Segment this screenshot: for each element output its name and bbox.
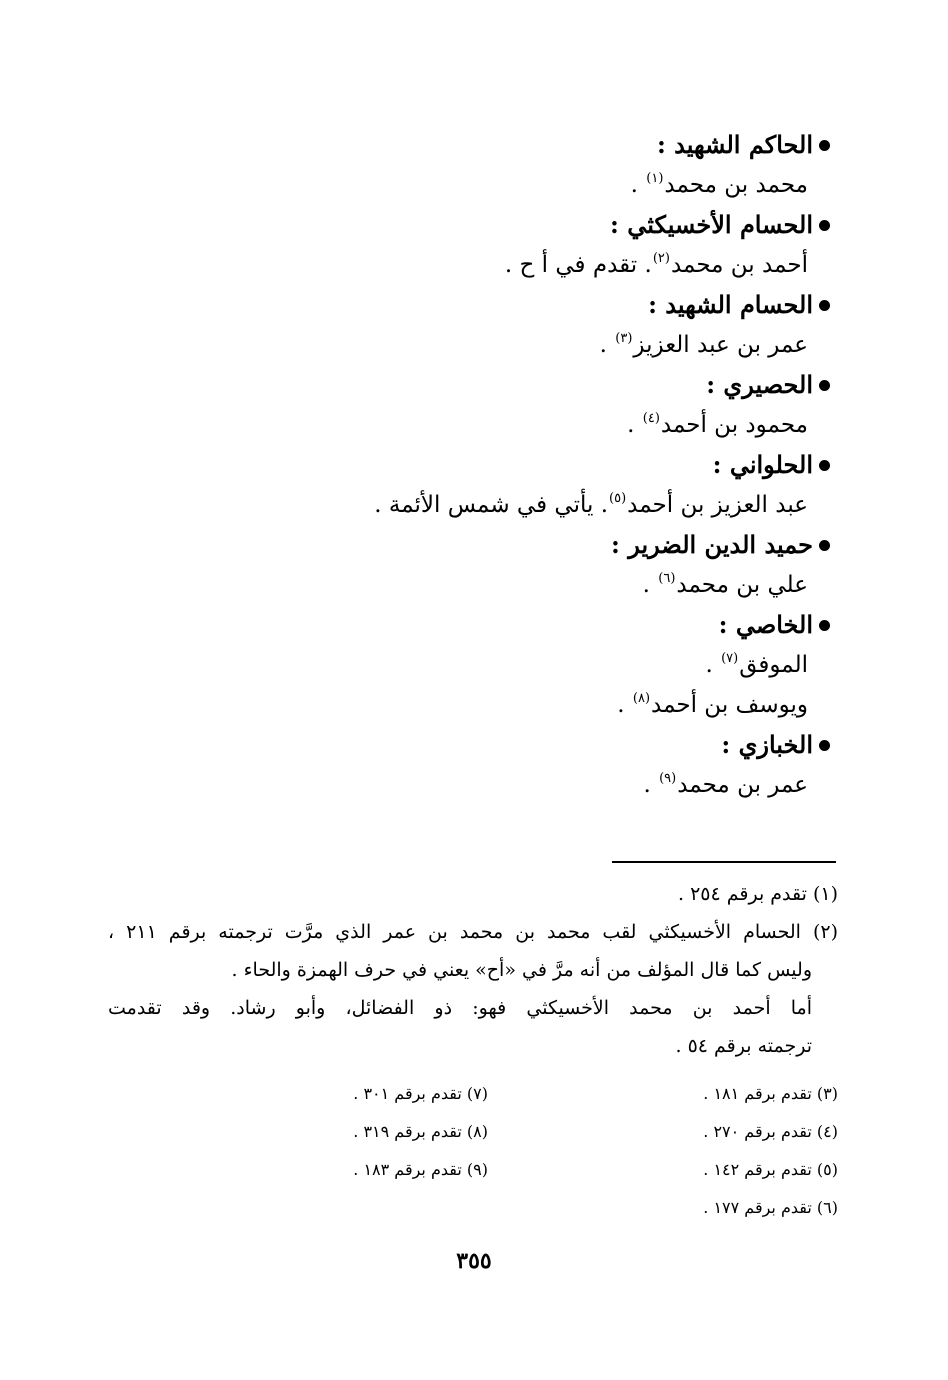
footnote-ref[interactable]: (٢) (652, 251, 670, 266)
bullet-icon (819, 140, 830, 151)
footnotes-column-left (248, 1075, 488, 1189)
footnote-2: (٢) الحسام الأخسيكثي لقب محمد بن محمد بن عمر الذي مرَّت ترجمته برقم ٢١١ ، (108, 921, 838, 943)
entry-line: عبد العزيز بن أحمد$^{(٥)}$. يأتي في شمس الأئمة . (374, 491, 808, 518)
entry-line: أحمد بن محمد$^{(٢)}$. تقدم في أ ح . (504, 251, 808, 278)
entry-title (130, 285, 830, 325)
footnote-7: (٧) تقدم برقم ٣٠١ . (353, 1084, 488, 1103)
entry-title (130, 125, 830, 165)
bullet-icon (819, 380, 830, 391)
footnote-4: (٤) تقدم برقم ٢٧٠ . (703, 1122, 838, 1141)
bullet-icon (819, 460, 830, 471)
entry-line: الموفق$^{(٧)}$ . (705, 651, 808, 678)
entry-title (130, 205, 830, 245)
footnote-3: (٣) تقدم برقم ١٨١ . (703, 1084, 838, 1103)
entry-line: عمر بن محمد$^{(٩)}$ . (643, 771, 808, 798)
footnote-ref[interactable]: (٨) (632, 691, 651, 706)
entry-line: محمود بن أحمد$^{(٤)}$ . (627, 411, 808, 438)
footnote-6: (٦) تقدم برقم ١٧٧ . (703, 1198, 838, 1217)
entry-title-text: حميد الدين الضرير : (611, 530, 813, 559)
footnotes-block (108, 875, 838, 1065)
footnote-ref[interactable]: (٦) (658, 571, 676, 586)
footnote-ref[interactable]: (٩) (659, 771, 677, 786)
footnote-8: (٨) تقدم برقم ٣١٩ . (353, 1122, 488, 1141)
entry-title (130, 445, 830, 485)
page-number: ٣٥٥ (456, 1248, 492, 1274)
entry-title (130, 365, 830, 405)
entry-title (130, 725, 830, 765)
footnote-2-line: أما أحمد بن محمد الأخسيكثي فهو: ذو الفضائل، وأبو رشاد. وقد تقدمت (108, 997, 812, 1019)
entry-title (130, 605, 830, 645)
entry-title-text: الحاكم الشهيد : (656, 130, 813, 159)
footnote-5: (٥) تقدم برقم ١٤٢ . (703, 1160, 838, 1179)
footnote-ref[interactable]: (٤) (642, 411, 660, 426)
footnote-ref[interactable]: (٥) (609, 491, 627, 506)
entry-title-text: الحسام الأخسيكثي : (610, 210, 813, 239)
footnote-1: (١) تقدم برقم ٢٥٤ . (677, 883, 838, 905)
entry-line: عمر بن عبد العزيز$^{(٣)}$ . (599, 331, 808, 358)
bullet-icon (819, 220, 830, 231)
footnotes-column-right (598, 1075, 838, 1227)
entry-title-text: الحسام الشهيد : (648, 290, 813, 319)
bullet-icon (819, 620, 830, 631)
footnote-ref[interactable]: (١) (646, 171, 664, 186)
entry-title (130, 525, 830, 565)
entry-line: علي بن محمد$^{(٦)}$ . (642, 571, 808, 598)
entry-title-text: الخاصي : (718, 610, 813, 639)
footnote-2-line: وليس كما قال المؤلف من أنه مرَّ في «أح» يعني في حرف الهمزة والحاء . (231, 959, 812, 981)
entry-line: ويوسف بن أحمد$^{(٨)}$ . (617, 691, 808, 718)
footnote-ref[interactable]: (٣) (615, 331, 633, 346)
entry-title-text: الحصيري : (706, 370, 813, 399)
footnote-ref[interactable]: (٧) (721, 651, 739, 666)
footnote-divider (612, 861, 836, 863)
entry-title-text: الخبازي : (721, 730, 813, 759)
footnote-9: (٩) تقدم برقم ١٨٣ . (353, 1160, 488, 1179)
footnote-2-line: ترجمته برقم ٥٤ . (675, 1035, 812, 1057)
entries-list (130, 125, 830, 805)
entry-line: محمد بن محمد$^{(١)}$ . (630, 171, 808, 198)
entry-title-text: الحلواني : (712, 450, 813, 479)
bullet-icon (819, 300, 830, 311)
bullet-icon (819, 740, 830, 751)
footnotes-columns (108, 1075, 838, 1235)
bullet-icon (819, 540, 830, 551)
